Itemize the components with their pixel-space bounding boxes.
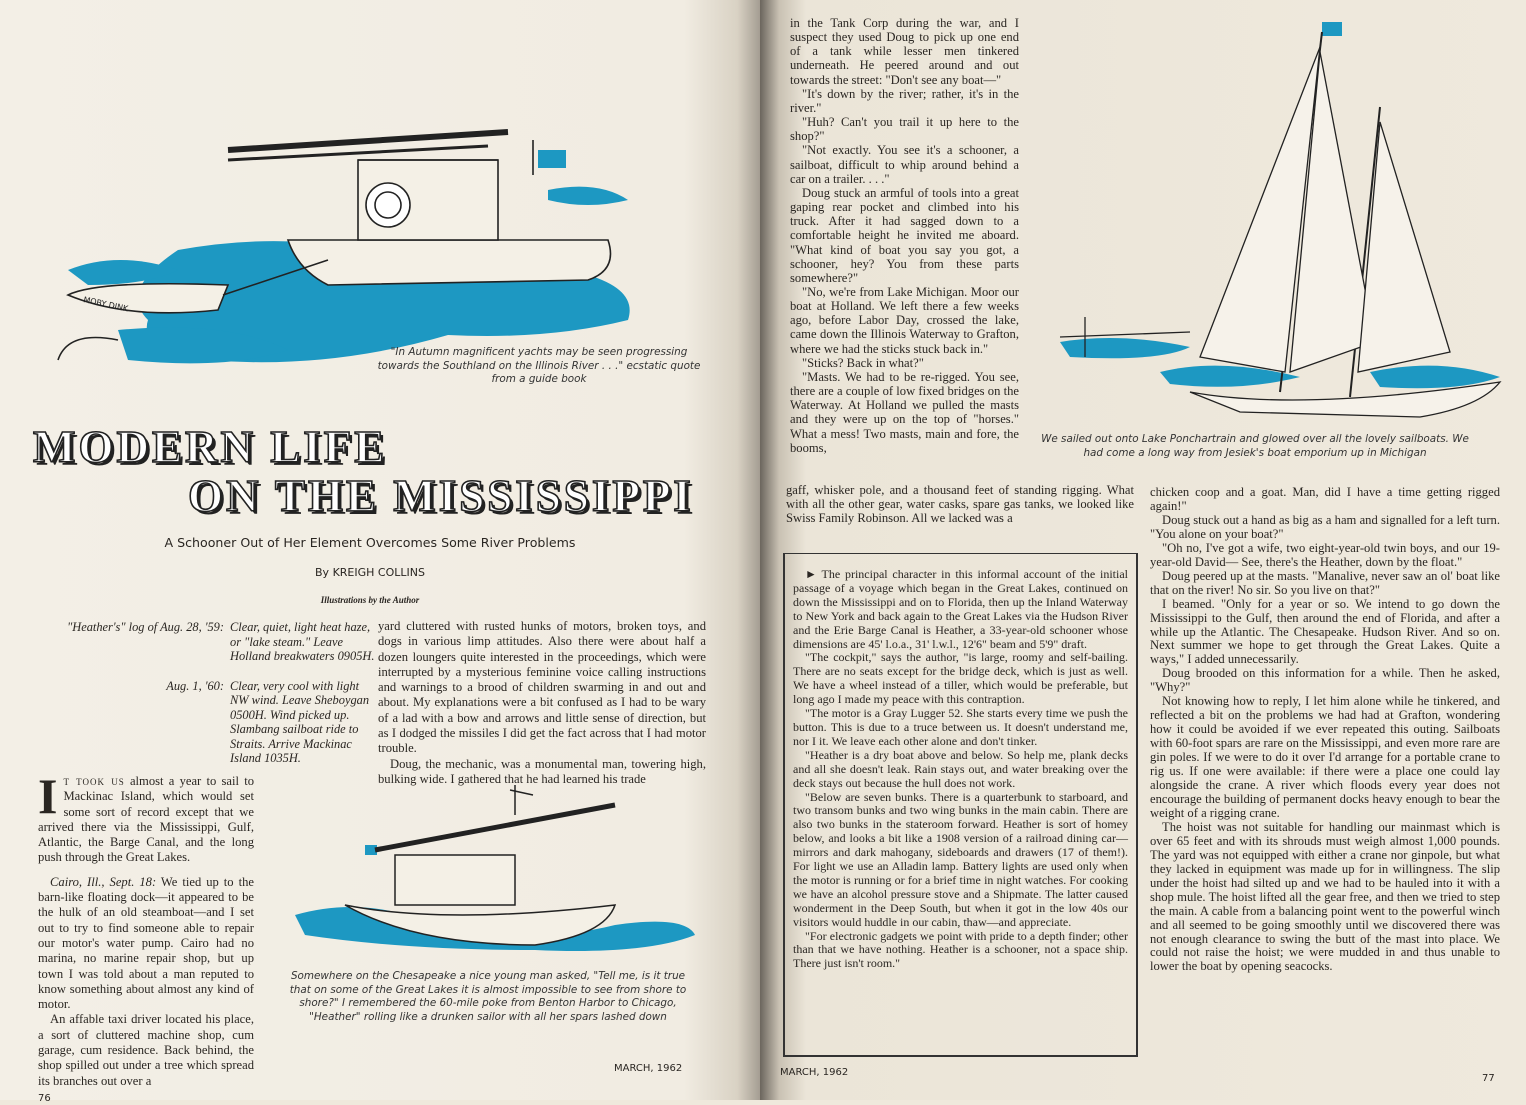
bottom-illustration-caption: Somewhere on the Chesapeake a nice young man asked, "Tell me, is it true that on some of the Great Lakes it is almost impossible to see from shore to shore?" I remembered the 60-mile poke from Benton Harbor to Chicago, "Heather" rolling like a drunken sailor with all her spars lashed down bbox=[289, 970, 687, 1023]
pointer-arrow-icon: ► bbox=[805, 567, 822, 581]
schooner-lashed-spars-illustration bbox=[285, 775, 705, 965]
illustration-credit: Illustrations by the Author bbox=[320, 595, 420, 605]
article-title-line1: MODERN LIFE bbox=[33, 422, 388, 472]
page-number-left: 76 bbox=[38, 1093, 51, 1104]
log-text: Clear, very cool with light NW wind. Leave Sheboygan 0500H. Wind picked up. Slambang sailboat ride to Straits. Arrive Mackinac Island 1035H. bbox=[230, 678, 370, 765]
schooner-under-sail-illustration bbox=[1040, 12, 1515, 432]
article-title-line2: ON THE MISSISSIPPI bbox=[188, 471, 694, 521]
drop-cap: I bbox=[38, 768, 58, 824]
right-column1-text: in the Tank Corp during the war, and I suspect they used Doug to pick up one end of a tank while lesser men tinkered underneath. He peered around and out towards the street: "Don't see any boat—" "It's down by the river; rather, it's in the river." "Huh? Can't you trail it up here to the shop?" "Not exactly. You see it's a schooner, a sailboat, difficult to whip around behind a car on a trailer. . . ." Doug stuck an armful of tools into a great gaping rear pocket and climbed into his truck. After it had sagged down to a comfortable height he invited me aboard. "What kind of boat you say you got, a schooner, hey? You from these parts somewhere?" "No, we're from Lake Michigan. Moor our boat at Holland. We left there a few weeks ago, before Labor Day, crossed the lake, came down the Illinois Waterway to Grafton, where we had the sticks stuck back in." "Sticks? Back in what?" "Masts. We had to be re-rigged. You see, there are a couple of low fixed bridges on the Waterway. At Holland we pulled the masts and they were up on the top of "horses." What a mess! Two masts, main and fore, the booms, bbox=[790, 16, 1019, 455]
right-illustration-caption: We sailed out onto Lake Ponchartrain and glowed over all the lovely sailboats. We had come a long way from Jesiek's boat emporium up in Michigan bbox=[1041, 433, 1469, 459]
left-column-text: It took us almost a year to sail to Mackinac Island, which would set some sort of record except that we arrived there via the Mississippi, Gulf, Atlantic, the Barge Canal, and the long push through the Great Lakes. Cairo, Ill., Sept. 18: We tied up to the barn-like floating dock—it appeared to be the hulk of an old steamboat—and I set out to try to find someone able to repair our motor's water pump. Cairo had no marina, no marine repair shop, but up town I was told about a man reputed to know something about almost any kind of motor. An affable taxi driver located his place, a sort of cluttered machine shop, cum garage, cum residence. Back behind, the shop spilled out under a tree which spread its branches out over a bbox=[38, 768, 254, 1088]
log-entry bbox=[35, 620, 375, 664]
byline: By KREIGH COLLINS bbox=[315, 566, 425, 579]
log-text: Clear, quiet, light heat haze, or "lake steam." Leave Holland breakwaters 0905H. bbox=[230, 620, 375, 663]
log-entry bbox=[35, 679, 375, 766]
sidebar-box: ► The principal character in this informal account of the initial passage of a voyage which began in the Great Lakes, continued on down the Mississippi and on to Florida, then up the Inland Waterway to New York and back again to the Great Lakes via the Hudson River and the Erie Barge Canal is Heather, a 33-year-old schooner whose dimensions are 45' l.o.a., 31' l.w.l., 12'6" beam and 5'9" draft. "The cockpit," says the author, "is large, roomy and self-bailing. There are no seats except for the bridge deck, which is just as well. We have a wheel instead of a tiller, which would be preferable, but long ago I made my peace with this contraption. "The motor is a Gray Lugger 52. She starts every time we push the button. This is due to a truce between us. It doesn't understand me, nor I it. We leave each other alone and don't tinker. "Heather is a dry boat above and below. So help me, plank decks and all she doesn't leak. Rain stays out, and water breaking over the deck stays out because the hull does not work. "Below are seven bunks. There is a quarterbunk to starboard, and two transom bunks and two wing bunks in the main cabin. There are also two bunks in the stateroom forward. Heather is sort of homey below, and looks a bit like a 1908 version of a railroad dining car—mirrors and dark mahogany, sideboards and drawers (17 of them!). For light we use an Alladin lamp. Battery lights are used only when the motor is running or for a brief time in night watches. For cooking we have an alcohol pressure stove and a Shipmate. The latter caused wonderment in the Deep South, but when it got in the low 40s our visitors would huddle in our cabin, thaw—and appreciate. "For electronic gadgets we point with pride to a depth finder; other than that we have nothing. Heather is a schooner, not a space ship. There just isn't room." bbox=[783, 553, 1138, 1057]
footer-date-right: MARCH, 1962 bbox=[780, 1067, 849, 1078]
footer-date-left: MARCH, 1962 bbox=[614, 1063, 683, 1074]
log-label: Aug. 1, '60: bbox=[166, 678, 224, 693]
page-number-right: 77 bbox=[1482, 1073, 1495, 1084]
right-column2-text: chicken coop and a goat. Man, did I have a time getting rigged again!" Doug stuck out a hand as big as a ham and signalled for a left turn. "You alone on your boat?" "Oh no, I've got a wife, two eight-year-old twin boys, and our 19-year-old David— See, there's the Heather, down by the float." Doug peered up at the masts. "Manalive, never saw an ol' boat like that on the river! No sir. So you live on that?" I beamed. "Only for a year or so. We intend to go down the Mississippi to the Gulf, then around the end of Florida, and after a while up the Atlantic. The Chesapeake. Hudson River. And so on. Next summer we hope to get through the Great Lakes. Quite a ways," I added unnecessarily. Doug brooded on this information for a while. Then he asked, "Why?" Not knowing how to reply, I let him alone while he tinkered, and reflected a bit on the problems we had had at Grafton, wondering how it could be avoided if we ever repeated this outing. Sailboats with 60-foot spars are rare on the Mississippi, and even more rare are gin poles. If we were to do it over I'd arrange for a portable crane to rig us. If one were available: if there were a place one could lay alongside the crane. A river which floods every year does not encourage the building of permanent docks heavy enough to bear the weight of a rigging crane. The hoist was not suitable for handling our mainmast which is over 65 feet and with its shrouds must weigh almost 1,000 pounds. The yard was not equipped with either a crane nor ginpole, but what they lacked in equipment was made up for in willingness. The slip under the hoist had silted up and we had to be hauled into it with a shop mule. The hoist lifted all the gear free, and then we tried to step the main. A cable from a balancing point went to the powerful winch and all seemed to be going smoothly until we discovered there was not enough clearance to swing the butt of the mast into place. We could not raise the hoist; we were mudded in and thus unable to lower the boat by opening seacocks. bbox=[1150, 485, 1500, 974]
middle-column-text: yard cluttered with rusted hunks of motors, broken toys, and dogs in various limp attitudes. Also there were about half a dozen loungers quite interested in the proceedings, which were interrupted by a mysterious feminine voice calling instructions and warnings to a brood of children swarming in and out and about. My explanations were a bit confused as I had to be wary of a lad with a bow and arrows and little sense of direction, but as I dodged the missiles I did get the fact across that I had motor trouble. Doug, the mechanic, was a monumental man, towering high, bulking wide. I gathered that he had learned his trade bbox=[378, 619, 706, 786]
article-subtitle: A Schooner Out of Her Element Overcomes Some River Problems bbox=[164, 535, 576, 550]
log-entries bbox=[35, 620, 375, 766]
schooner-towing-dinghy-illustration bbox=[28, 80, 708, 380]
right-wide-text: gaff, whisker pole, and a thousand feet of standing rigging. What with all the other gear, water casks, spare gas tanks, we looked like Swiss Family Robinson. All we lacked was a bbox=[786, 483, 1134, 526]
dinghy-name-lettering: MOBY DINK bbox=[82, 295, 129, 314]
log-label: "Heather's" log of Aug. 28, '59: bbox=[67, 620, 224, 634]
top-illustration-caption: "In Autumn magnificent yachts may be seen progressing towards the Southland on the Illinois River . . ." ecstatic quote from a guide book bbox=[377, 346, 701, 386]
